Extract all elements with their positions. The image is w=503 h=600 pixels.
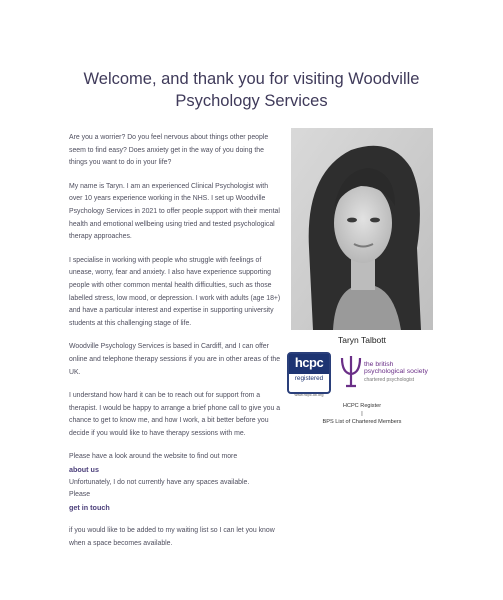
about-us-link[interactable]: about us: [69, 465, 99, 475]
bps-psi-icon: [338, 353, 364, 389]
availability-text: Unfortunately, I do not currently have any spaces available.: [69, 478, 250, 486]
intro-paragraph-5: I understand how hard it can be to reach out for support from a therapist. I would be happy to arrange a brief phone call to give you a chance to get to know me, and how I work, a bit better before you decide if you would like to have therapy sessions with me.: [69, 392, 281, 437]
intro-paragraph-4: Woodville Psychology Services is based in Cardiff, and I can offer online and telephone therapy sessions if you are in other areas of the UK.: [69, 343, 281, 376]
please-text: Please: [69, 491, 91, 499]
bps-line1: the british: [364, 361, 394, 368]
hcpc-register-link[interactable]: HCPC Register: [342, 403, 382, 409]
intro-paragraph-1: Are you a worrier? Do you feel nervous about things other people seem to find easy? Does anxiety get in the way of you doing the things you want to do in your life?: [69, 134, 269, 167]
page-title: [0, 68, 503, 112]
page-title-line2: Psychology Services: [175, 92, 328, 110]
get-in-touch-link[interactable]: get in touch: [69, 502, 110, 512]
bps-list-link[interactable]: BPS List of Chartered Members: [322, 419, 402, 425]
bps-logo-text: [364, 361, 428, 384]
intro-text-column: [69, 132, 281, 562]
hcpc-logo-bottom: registered: [289, 373, 329, 384]
waiting-list-text: if you would like to be added to my waiting list so I can let you know when a space becomes available.: [69, 527, 275, 548]
availability-block: [69, 451, 281, 514]
hcpc-logo[interactable]: [287, 352, 331, 394]
page-title-line1: Welcome, and thank you for visiting Woodville: [83, 70, 420, 88]
hcpc-logo-top: hcpc: [289, 354, 329, 373]
bps-logo[interactable]: [338, 352, 434, 390]
intro-paragraph-3: I specialise in working with people who struggle with feelings of unease, worry, fear and anxiety. I also have experience supporting people with other common mental health difficulties, such as those labelled stress, low mood, or depression. I work with adults (age 18+) and have a particular interest and expertise in supporting university students at this challenging stage of life.: [69, 256, 281, 327]
links-separator: |: [361, 411, 363, 417]
profile-name-caption: Taryn Talbott: [337, 335, 387, 345]
register-links: [291, 401, 433, 427]
intro-paragraph-2: My name is Taryn. I am an experienced Clinical Psychologist with over 10 years experience working in the NHS. I set up Woodville Psychology Services in 2021 to offer people support with their mental health and emotional wellbeing using tried and tested psychological therapy approaches.: [69, 182, 280, 241]
profile-photo: [291, 128, 433, 330]
bps-line2: psychological society: [364, 368, 428, 376]
profile-photo-image: [291, 128, 433, 330]
bps-line3: chartered psychologist: [364, 376, 415, 383]
look-around-text: Please have a look around the website to find out more: [69, 453, 238, 461]
hcpc-url-text: www.hcpc-uk.org: [294, 393, 324, 397]
